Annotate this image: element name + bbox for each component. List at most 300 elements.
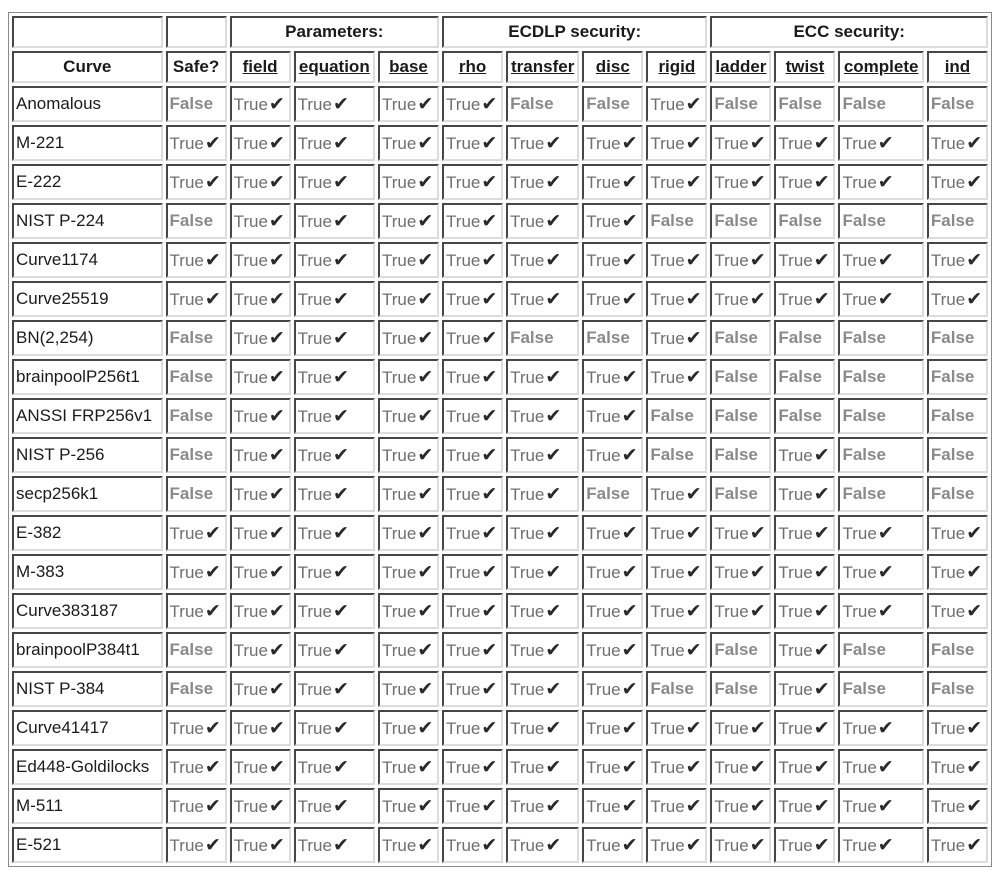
false-label: False xyxy=(169,679,214,698)
true-label: True xyxy=(842,835,877,855)
checkmark-icon: ✔ xyxy=(481,366,498,388)
false-label: False xyxy=(714,406,758,425)
true-value xyxy=(298,407,349,426)
value-cell xyxy=(582,515,643,551)
true-value xyxy=(714,836,765,855)
true-label: True xyxy=(297,484,332,504)
column-header-complete-link[interactable]: complete xyxy=(838,51,923,83)
checkmark-icon: ✔ xyxy=(417,366,434,388)
value-cell xyxy=(838,320,923,356)
true-label: True xyxy=(446,796,481,816)
true-value xyxy=(234,836,285,855)
value-cell xyxy=(294,86,375,122)
false-label: False xyxy=(842,211,886,230)
value-cell xyxy=(294,398,375,434)
false-label: False xyxy=(650,406,694,425)
value-cell xyxy=(378,788,439,824)
true-label: True xyxy=(381,328,417,348)
true-value xyxy=(931,602,982,621)
checkmark-icon: ✔ xyxy=(621,522,638,544)
value-cell xyxy=(774,827,835,863)
value-cell xyxy=(646,827,707,863)
checkmark-icon: ✔ xyxy=(966,795,983,817)
true-value xyxy=(234,485,285,504)
true-value xyxy=(842,836,893,855)
column-header-transfer-link[interactable]: transfer xyxy=(506,51,579,83)
true-label: True xyxy=(446,601,481,621)
checkmark-icon: ✔ xyxy=(813,171,830,193)
value-cell xyxy=(582,242,643,278)
true-label: True xyxy=(381,406,417,426)
true-value xyxy=(842,173,893,192)
true-label: True xyxy=(381,172,417,192)
true-label: True xyxy=(297,796,332,816)
true-label: True xyxy=(930,250,966,270)
true-value xyxy=(298,173,349,192)
curve-name-cell: E-222 xyxy=(12,164,163,200)
checkmark-icon: ✔ xyxy=(417,405,434,427)
true-label: True xyxy=(842,718,877,738)
true-label: True xyxy=(778,289,813,309)
true-value xyxy=(298,524,349,543)
value-cell xyxy=(927,632,988,668)
true-value xyxy=(586,251,637,270)
true-value xyxy=(234,719,285,738)
checkmark-icon: ✔ xyxy=(749,756,766,778)
true-value xyxy=(382,212,433,231)
true-value xyxy=(842,758,893,777)
value-cell xyxy=(774,632,835,668)
value-cell xyxy=(442,827,503,863)
value-cell xyxy=(646,710,707,746)
true-label: True xyxy=(446,445,481,465)
checkmark-icon: ✔ xyxy=(332,522,349,544)
true-label: True xyxy=(233,367,268,387)
checkmark-icon: ✔ xyxy=(332,834,349,856)
true-label: True xyxy=(714,133,749,153)
true-value xyxy=(446,758,497,777)
true-value xyxy=(510,602,561,621)
false-label: False xyxy=(714,640,758,659)
true-value xyxy=(510,797,561,816)
true-label: True xyxy=(381,757,417,777)
group-header-blank xyxy=(166,16,227,48)
value-cell xyxy=(582,86,643,122)
true-label: True xyxy=(446,133,481,153)
column-header-disc-link[interactable]: disc xyxy=(582,51,643,83)
value-cell xyxy=(230,398,291,434)
true-value xyxy=(714,524,765,543)
value-cell xyxy=(838,671,923,707)
true-label: True xyxy=(650,562,685,582)
curve-name-cell: Curve383187 xyxy=(12,593,163,629)
false-label: False xyxy=(778,406,822,425)
true-label: True xyxy=(650,94,685,114)
true-value xyxy=(170,719,221,738)
true-label: True xyxy=(586,640,621,660)
true-label: True xyxy=(586,250,621,270)
value-cell xyxy=(582,476,643,512)
true-value xyxy=(298,602,349,621)
checkmark-icon: ✔ xyxy=(268,522,285,544)
true-value xyxy=(650,95,701,114)
value-cell xyxy=(166,86,227,122)
true-label: True xyxy=(233,523,268,543)
true-value xyxy=(842,134,893,153)
true-value xyxy=(234,797,285,816)
true-value xyxy=(586,407,637,426)
value-cell xyxy=(710,632,771,668)
true-label: True xyxy=(233,172,268,192)
checkmark-icon: ✔ xyxy=(481,327,498,349)
true-label: True xyxy=(842,250,877,270)
true-value xyxy=(510,407,561,426)
checkmark-icon: ✔ xyxy=(813,561,830,583)
checkmark-icon: ✔ xyxy=(621,834,638,856)
true-value xyxy=(714,134,765,153)
false-label: False xyxy=(842,640,886,659)
value-cell xyxy=(442,515,503,551)
true-value xyxy=(298,680,349,699)
value-cell xyxy=(230,671,291,707)
false-label: False xyxy=(169,406,214,425)
table-row xyxy=(12,359,988,395)
value-cell xyxy=(442,164,503,200)
checkmark-icon: ✔ xyxy=(481,288,498,310)
true-label: True xyxy=(510,718,545,738)
checkmark-icon: ✔ xyxy=(481,561,498,583)
checkmark-icon: ✔ xyxy=(332,678,349,700)
true-value xyxy=(510,719,561,738)
true-value xyxy=(586,680,637,699)
true-label: True xyxy=(586,523,621,543)
value-cell xyxy=(442,86,503,122)
false-label: False xyxy=(586,328,630,347)
value-cell xyxy=(378,437,439,473)
true-label: True xyxy=(446,835,481,855)
checkmark-icon: ✔ xyxy=(685,600,702,622)
true-label: True xyxy=(233,601,268,621)
true-label: True xyxy=(381,94,417,114)
value-cell xyxy=(582,593,643,629)
value-cell xyxy=(506,242,579,278)
value-cell xyxy=(166,203,227,239)
checkmark-icon: ✔ xyxy=(545,678,562,700)
value-cell xyxy=(582,359,643,395)
true-label: True xyxy=(446,757,481,777)
value-cell xyxy=(710,320,771,356)
checkmark-icon: ✔ xyxy=(545,366,562,388)
checkmark-icon: ✔ xyxy=(417,795,434,817)
true-label: True xyxy=(714,289,749,309)
true-value xyxy=(298,290,349,309)
checkmark-icon: ✔ xyxy=(545,405,562,427)
column-header-ind-link[interactable]: ind xyxy=(927,51,988,83)
false-label: False xyxy=(714,328,758,347)
checkmark-icon: ✔ xyxy=(204,561,221,583)
true-value xyxy=(298,95,349,114)
value-cell xyxy=(774,788,835,824)
value-cell xyxy=(230,437,291,473)
column-header-rho-link[interactable]: rho xyxy=(442,51,503,83)
value-cell xyxy=(838,398,923,434)
checkmark-icon: ✔ xyxy=(545,522,562,544)
checkmark-icon: ✔ xyxy=(966,834,983,856)
true-label: True xyxy=(842,796,877,816)
checkmark-icon: ✔ xyxy=(877,756,894,778)
checkmark-icon: ✔ xyxy=(685,288,702,310)
value-cell xyxy=(838,437,923,473)
table-row xyxy=(12,827,988,863)
checkmark-icon: ✔ xyxy=(545,834,562,856)
curves-table-container xyxy=(8,12,992,867)
checkmark-icon: ✔ xyxy=(813,834,830,856)
value-cell xyxy=(710,476,771,512)
column-header-field-link[interactable]: field xyxy=(230,51,291,83)
true-label: True xyxy=(297,679,332,699)
column-header-curve: Curve xyxy=(12,51,163,83)
value-cell xyxy=(838,125,923,161)
value-cell xyxy=(166,437,227,473)
true-label: True xyxy=(297,406,332,426)
column-header-rigid-link[interactable]: rigid xyxy=(646,51,707,83)
curve-name-cell: Curve41417 xyxy=(12,710,163,746)
true-label: True xyxy=(586,367,621,387)
column-header-equation-link[interactable]: equation xyxy=(294,51,375,83)
true-value xyxy=(650,485,701,504)
true-value xyxy=(510,290,561,309)
value-cell xyxy=(774,359,835,395)
true-label: True xyxy=(381,133,417,153)
checkmark-icon: ✔ xyxy=(749,171,766,193)
checkmark-icon: ✔ xyxy=(685,522,702,544)
true-label: True xyxy=(586,835,621,855)
checkmark-icon: ✔ xyxy=(749,561,766,583)
true-label: True xyxy=(297,94,332,114)
false-label: False xyxy=(510,328,554,347)
true-label: True xyxy=(381,445,417,465)
true-label: True xyxy=(510,835,545,855)
value-cell xyxy=(506,710,579,746)
value-cell xyxy=(166,554,227,590)
checkmark-icon: ✔ xyxy=(332,171,349,193)
value-cell xyxy=(838,749,923,785)
true-label: True xyxy=(297,640,332,660)
checkmark-icon: ✔ xyxy=(621,132,638,154)
value-cell xyxy=(927,437,988,473)
true-value xyxy=(650,134,701,153)
checkmark-icon: ✔ xyxy=(545,171,562,193)
true-value xyxy=(510,524,561,543)
value-cell xyxy=(442,788,503,824)
true-label: True xyxy=(650,367,685,387)
value-cell xyxy=(230,203,291,239)
value-cell xyxy=(294,749,375,785)
true-value xyxy=(382,251,433,270)
checkmark-icon: ✔ xyxy=(749,522,766,544)
true-value xyxy=(382,407,433,426)
true-value xyxy=(234,134,285,153)
true-value xyxy=(170,602,221,621)
true-value xyxy=(170,836,221,855)
checkmark-icon: ✔ xyxy=(332,210,349,232)
value-cell xyxy=(294,515,375,551)
checkmark-icon: ✔ xyxy=(481,756,498,778)
true-label: True xyxy=(714,250,749,270)
value-cell xyxy=(774,476,835,512)
value-cell xyxy=(166,671,227,707)
value-cell xyxy=(838,554,923,590)
true-label: True xyxy=(297,757,332,777)
true-label: True xyxy=(650,835,685,855)
true-label: True xyxy=(169,796,204,816)
true-label: True xyxy=(381,679,417,699)
value-cell xyxy=(506,476,579,512)
checkmark-icon: ✔ xyxy=(268,756,285,778)
true-label: True xyxy=(169,172,204,192)
checkmark-icon: ✔ xyxy=(685,795,702,817)
value-cell xyxy=(710,125,771,161)
true-label: True xyxy=(842,601,877,621)
false-label: False xyxy=(169,640,214,659)
true-value xyxy=(382,173,433,192)
value-cell xyxy=(927,320,988,356)
false-label: False xyxy=(714,484,758,503)
true-label: True xyxy=(930,172,966,192)
value-cell xyxy=(710,515,771,551)
value-cell xyxy=(710,203,771,239)
checkmark-icon: ✔ xyxy=(813,483,830,505)
true-value xyxy=(382,290,433,309)
value-cell xyxy=(166,788,227,824)
table-row xyxy=(12,710,988,746)
checkmark-icon: ✔ xyxy=(813,444,830,466)
true-value xyxy=(510,836,561,855)
true-label: True xyxy=(510,523,545,543)
true-label: True xyxy=(510,601,545,621)
true-value xyxy=(586,836,637,855)
value-cell xyxy=(710,437,771,473)
value-cell xyxy=(230,320,291,356)
true-value xyxy=(382,836,433,855)
false-label: False xyxy=(778,211,822,230)
true-label: True xyxy=(510,679,545,699)
checkmark-icon: ✔ xyxy=(417,444,434,466)
checkmark-icon: ✔ xyxy=(813,132,830,154)
value-cell xyxy=(294,788,375,824)
table-row xyxy=(12,476,988,512)
true-value xyxy=(586,758,637,777)
true-label: True xyxy=(510,406,545,426)
value-cell xyxy=(378,398,439,434)
checkmark-icon: ✔ xyxy=(621,795,638,817)
true-label: True xyxy=(510,250,545,270)
value-cell xyxy=(378,281,439,317)
value-cell xyxy=(582,320,643,356)
value-cell xyxy=(838,788,923,824)
true-value xyxy=(298,251,349,270)
checkmark-icon: ✔ xyxy=(332,483,349,505)
table-row xyxy=(12,203,988,239)
checkmark-icon: ✔ xyxy=(877,522,894,544)
value-cell xyxy=(294,320,375,356)
value-cell xyxy=(166,710,227,746)
value-cell xyxy=(646,515,707,551)
value-cell xyxy=(230,242,291,278)
true-label: True xyxy=(297,718,332,738)
value-cell xyxy=(774,554,835,590)
checkmark-icon: ✔ xyxy=(813,756,830,778)
true-value xyxy=(842,524,893,543)
value-cell xyxy=(442,671,503,707)
value-cell xyxy=(230,125,291,161)
true-value xyxy=(650,251,701,270)
true-value xyxy=(586,563,637,582)
value-cell xyxy=(646,554,707,590)
true-value xyxy=(714,290,765,309)
value-cell xyxy=(506,203,579,239)
true-label: True xyxy=(778,562,813,582)
checkmark-icon: ✔ xyxy=(417,210,434,232)
true-value xyxy=(446,95,497,114)
value-cell xyxy=(774,164,835,200)
checkmark-icon: ✔ xyxy=(877,132,894,154)
value-cell xyxy=(442,203,503,239)
checkmark-icon: ✔ xyxy=(417,288,434,310)
table-row xyxy=(12,437,988,473)
true-label: True xyxy=(446,94,481,114)
value-cell xyxy=(230,515,291,551)
checkmark-icon: ✔ xyxy=(268,561,285,583)
group-header-blank xyxy=(12,16,163,48)
column-header-ladder-link[interactable]: ladder xyxy=(710,51,771,83)
column-header-twist-link[interactable]: twist xyxy=(774,51,835,83)
curve-name-cell: Curve25519 xyxy=(12,281,163,317)
value-cell xyxy=(710,281,771,317)
true-label: True xyxy=(233,328,268,348)
true-value xyxy=(382,485,433,504)
true-label: True xyxy=(714,757,749,777)
value-cell xyxy=(774,593,835,629)
checkmark-icon: ✔ xyxy=(332,444,349,466)
true-value xyxy=(382,602,433,621)
true-label: True xyxy=(233,562,268,582)
value-cell xyxy=(582,203,643,239)
checkmark-icon: ✔ xyxy=(749,795,766,817)
column-header-base-link[interactable]: base xyxy=(378,51,439,83)
true-value xyxy=(382,758,433,777)
true-value xyxy=(298,446,349,465)
true-label: True xyxy=(233,94,268,114)
true-label: True xyxy=(169,133,204,153)
false-label: False xyxy=(842,328,886,347)
value-cell xyxy=(442,710,503,746)
true-value xyxy=(510,134,561,153)
checkmark-icon: ✔ xyxy=(481,483,498,505)
true-label: True xyxy=(586,211,621,231)
checkmark-icon: ✔ xyxy=(268,249,285,271)
true-label: True xyxy=(650,523,685,543)
true-value xyxy=(298,758,349,777)
true-value xyxy=(446,485,497,504)
true-value xyxy=(931,524,982,543)
true-value xyxy=(586,212,637,231)
checkmark-icon: ✔ xyxy=(749,834,766,856)
value-cell xyxy=(646,476,707,512)
value-cell xyxy=(927,125,988,161)
curve-name-cell: NIST P-384 xyxy=(12,671,163,707)
table-row xyxy=(12,86,988,122)
